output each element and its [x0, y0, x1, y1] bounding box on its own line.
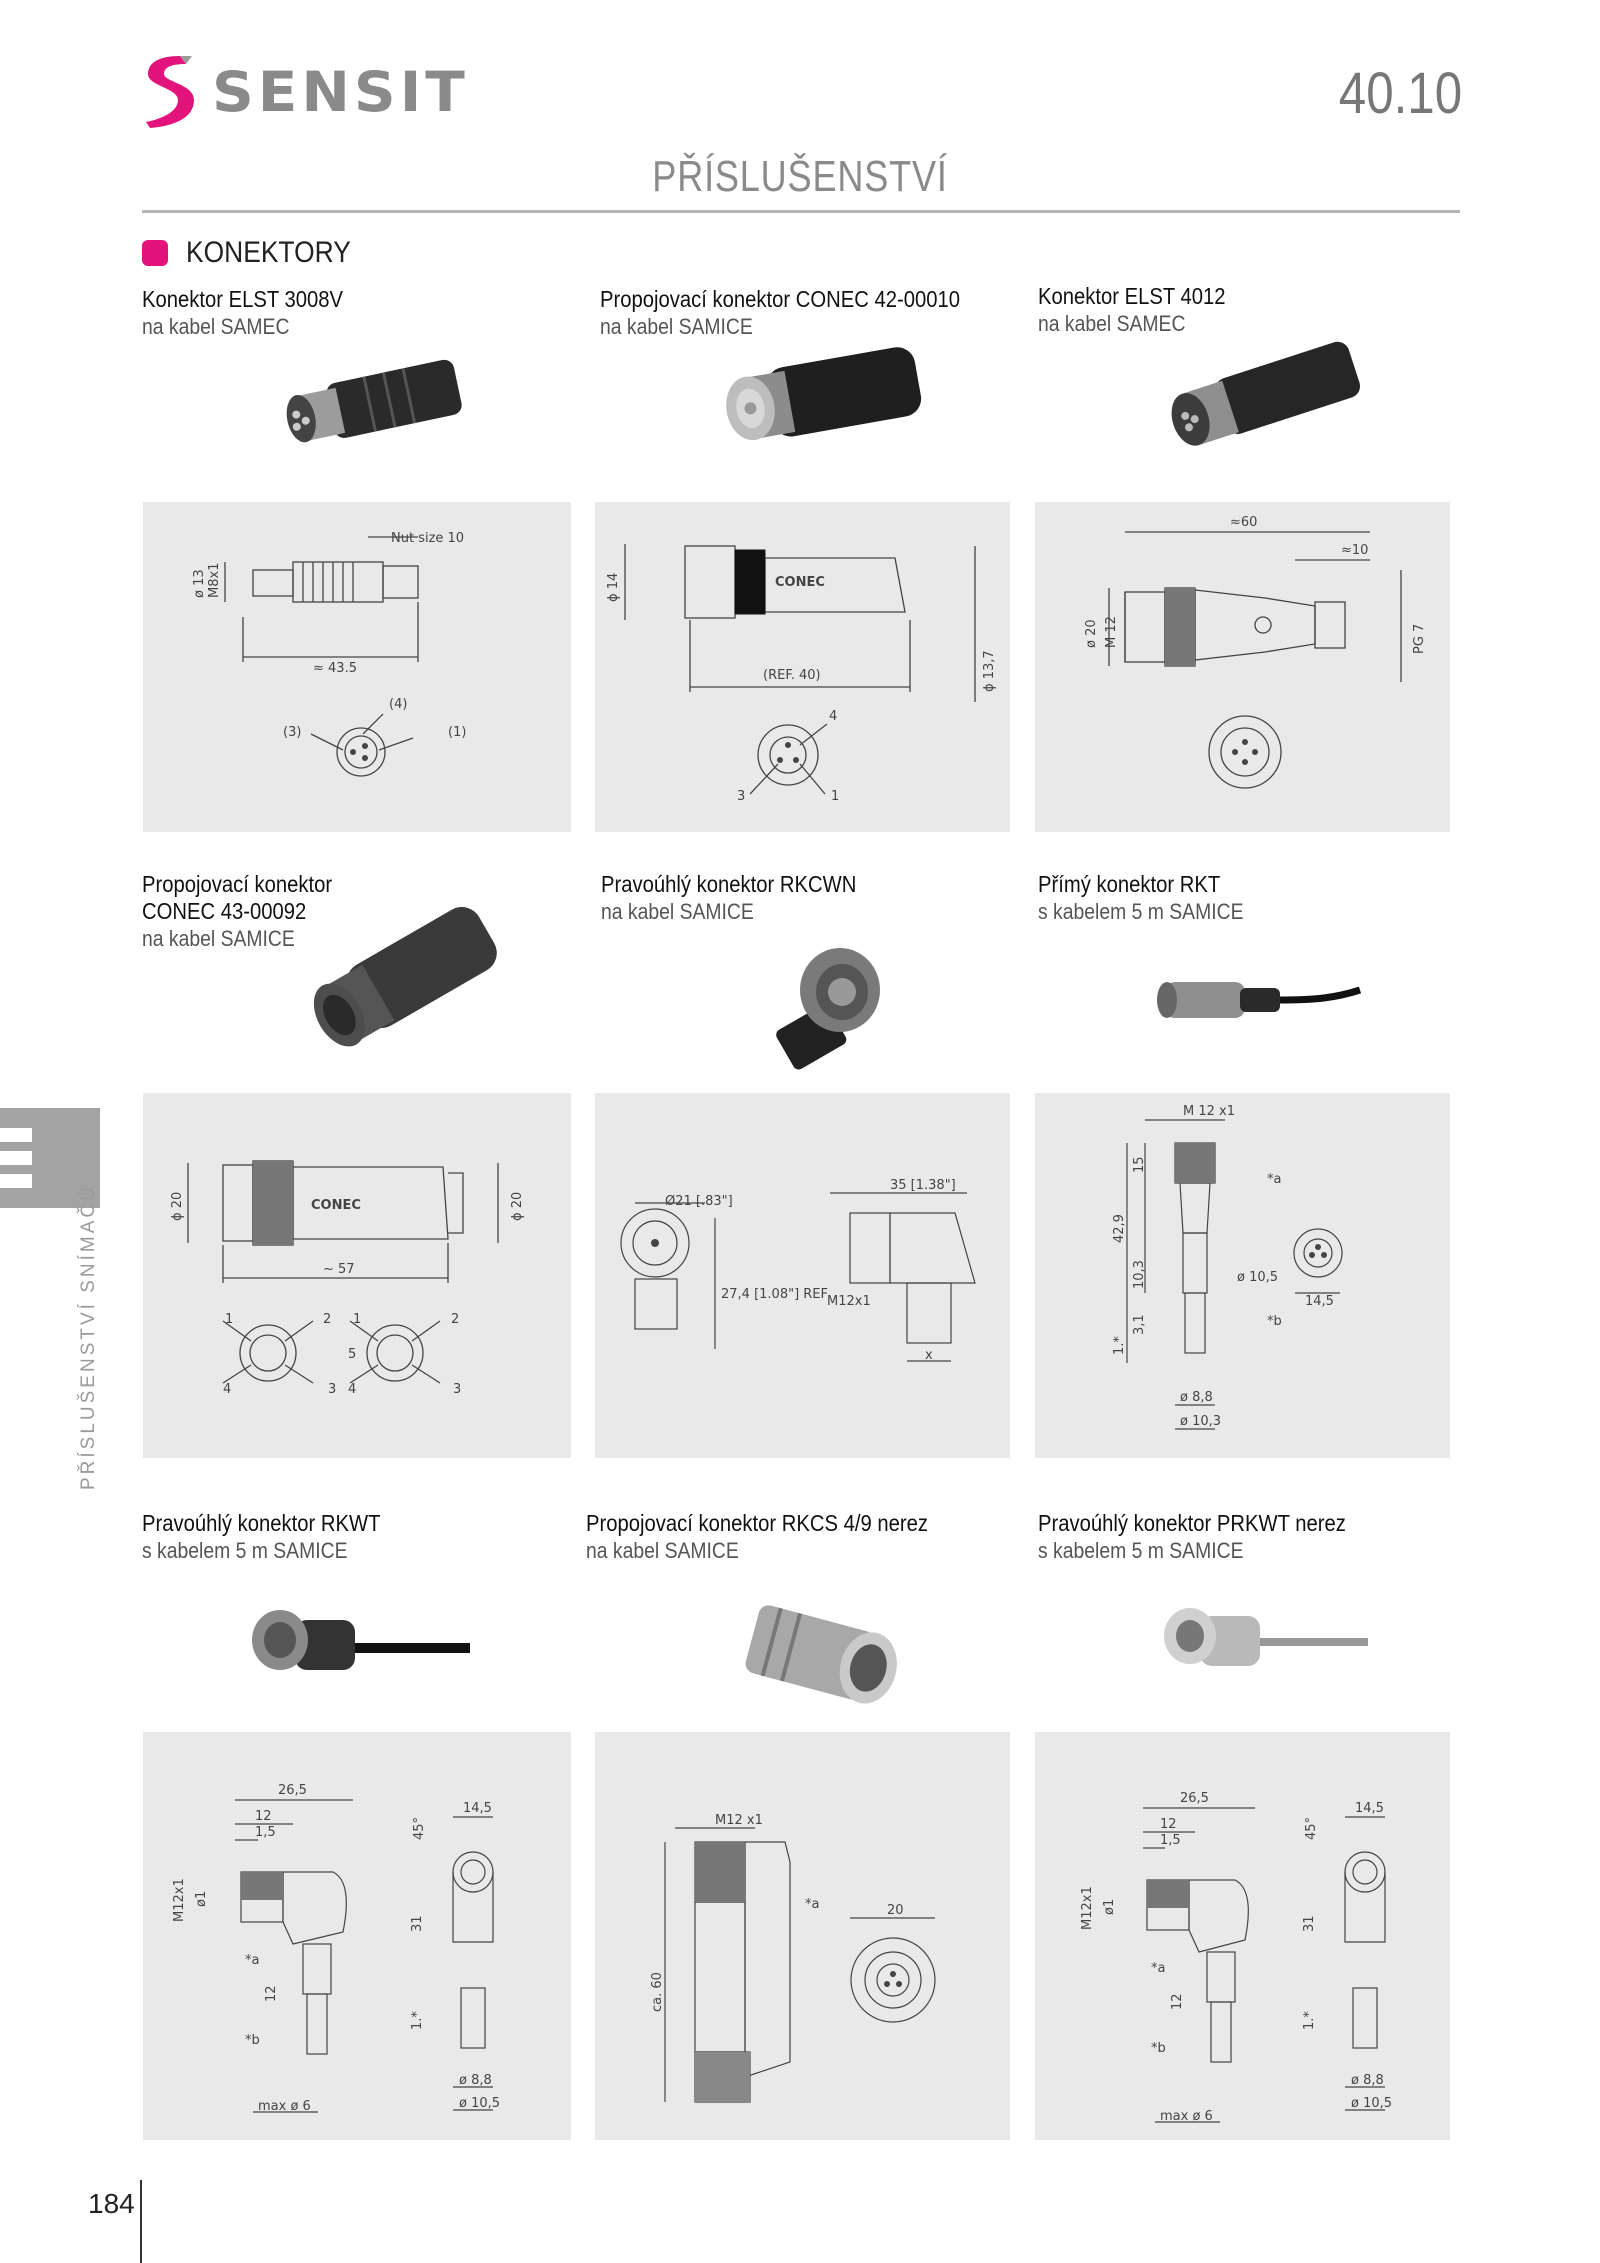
drawing-label: M12 x1	[715, 1813, 763, 1828]
drawing-label: 2	[451, 1312, 460, 1327]
drawing-label: CONEC	[775, 575, 825, 590]
drawing-label: ø 8,8	[459, 2073, 492, 2088]
drawing-label: M12x1	[1080, 1886, 1095, 1930]
drawing-label: 27,4 [1.08"] REF	[721, 1287, 829, 1302]
side-tab-bar	[0, 1151, 32, 1165]
product-9	[1038, 1510, 1388, 1564]
drawing-label: 1,5	[255, 1825, 276, 1840]
product-name: Pravoúhlý konektor PRKWT nerez	[1038, 1510, 1346, 1536]
product-subtitle: na kabel SAMICE	[586, 1538, 739, 1563]
drawing-label: ≈ 43.5	[313, 661, 357, 676]
product-name: Propojovací konektor CONEC 42-00010	[600, 286, 961, 312]
drawing-label: (1)	[448, 725, 467, 740]
drawing-label: ≈10	[1341, 543, 1369, 558]
drawing-label: *a	[245, 1953, 260, 1968]
drawing-label: ø1	[1102, 1898, 1117, 1915]
product-7	[142, 1510, 413, 1564]
drawing-label: max ø 6	[1160, 2109, 1213, 2124]
drawing-label: *a	[805, 1897, 820, 1912]
product-photo-elst-3008v	[260, 340, 490, 470]
drawing-label: x	[925, 1348, 933, 1363]
drawing-label: 4	[348, 1382, 357, 1397]
product-subtitle: na kabel SAMICE	[601, 899, 754, 924]
technical-drawing-prkwt	[1035, 1732, 1450, 2140]
drawing-label: 4	[223, 1382, 232, 1397]
product-photo-prkwt	[1150, 1590, 1370, 1700]
product-photo-rkwt	[235, 1590, 475, 1700]
brand-name: SENSIT	[212, 59, 469, 125]
drawing-label: 12	[255, 1809, 272, 1824]
product-photo-elst-4012	[1140, 330, 1380, 470]
drawing-label: 1.*	[410, 2011, 425, 2030]
drawing-label: (4)	[389, 697, 408, 712]
page-code: 40.10	[1338, 61, 1462, 126]
technical-drawing-elst-3008v	[143, 502, 571, 832]
product-name: Přímý konektor RKT	[1038, 871, 1221, 897]
product-name: Propojovací konektor	[142, 871, 333, 897]
drawing-label: 14,5	[1305, 1294, 1334, 1309]
drawing-label: ø 20	[1084, 619, 1099, 648]
drawing-label: 3	[328, 1382, 337, 1397]
drawing-label: 3	[737, 789, 746, 804]
title-divider	[142, 210, 1460, 213]
drawing-label: 1,5	[1160, 1833, 1181, 1848]
product-subtitle: na kabel SAMEC	[1038, 311, 1186, 336]
drawing-label: ~ 57	[323, 1262, 355, 1277]
product-name-line2: CONEC 43-00092	[142, 898, 307, 924]
drawing-label: M 12	[1104, 616, 1119, 648]
product-photo-rkt	[1145, 960, 1365, 1040]
drawing-label: ø 8,8	[1180, 1390, 1213, 1405]
drawing-label: 45°	[412, 1816, 427, 1840]
product-8	[586, 1510, 975, 1564]
drawing-label: ϕ 13,7	[982, 650, 997, 692]
drawing-label: M12x1	[827, 1294, 871, 1309]
drawing-label: 3	[453, 1382, 462, 1397]
drawing-label: ø 10,5	[1237, 1270, 1279, 1285]
category-label: KONEKTORY	[186, 236, 351, 269]
drawing-label: 20	[887, 1903, 904, 1918]
side-section-label: PŘÍSLUŠENSTVÍ SNÍMAČŮ	[78, 1184, 99, 1490]
page-number-divider	[140, 2180, 142, 2263]
category-bullet-icon	[142, 240, 168, 266]
drawing-label: 1	[225, 1312, 234, 1327]
technical-drawing-conec-43-00092	[143, 1093, 571, 1458]
drawing-label: 42,9	[1112, 1214, 1127, 1243]
drawing-label: max ø 6	[258, 2099, 311, 2114]
side-tab-bar	[0, 1128, 32, 1142]
drawing-label: 26,5	[278, 1783, 307, 1798]
drawing-label: 1.*	[1302, 2011, 1317, 2030]
product-photo-conec-43-00092	[290, 900, 510, 1060]
drawing-label: 14,5	[463, 1801, 492, 1816]
drawing-label: 1.*	[1112, 1336, 1127, 1355]
product-1	[142, 286, 370, 340]
drawing-label: ø 10,5	[1351, 2096, 1393, 2111]
product-name: Konektor ELST 4012	[1038, 283, 1226, 309]
drawing-label: Nut size 10	[391, 531, 465, 546]
technical-drawing-rkcs-4-9	[595, 1732, 1010, 2140]
drawing-label: 10,3	[1132, 1260, 1147, 1289]
drawing-label: 12	[1170, 1993, 1185, 2010]
drawing-label: 3,1	[1132, 1314, 1147, 1335]
drawing-label: *b	[1151, 2041, 1166, 2056]
drawing-label: ø 10,3	[1180, 1414, 1222, 1429]
drawing-label: 15	[1132, 1156, 1147, 1173]
drawing-label: ϕ 14	[606, 572, 621, 602]
product-photo-conec-42-00010	[700, 330, 930, 470]
drawing-label: *a	[1151, 1961, 1166, 1976]
technical-drawing-rkcwn	[595, 1093, 1010, 1458]
drawing-label: M 12 x1	[1183, 1104, 1235, 1119]
drawing-label: M12x1	[172, 1878, 187, 1922]
side-tab-bar	[0, 1174, 32, 1188]
category-heading	[142, 236, 373, 270]
drawing-label: ≈60	[1230, 515, 1258, 530]
drawing-label: (REF. 40)	[763, 668, 821, 683]
drawing-label: Ø21 [.83"]	[665, 1194, 733, 1209]
product-subtitle: s kabelem 5 m SAMICE	[1038, 899, 1244, 924]
drawing-label: M8x1	[207, 562, 222, 598]
drawing-label: 31	[410, 1915, 425, 1932]
drawing-label: 35 [1.38"]	[890, 1178, 956, 1193]
product-subtitle: na kabel SAMEC	[142, 314, 290, 339]
drawing-label: (3)	[283, 725, 302, 740]
product-subtitle: s kabelem 5 m SAMICE	[142, 1538, 348, 1563]
product-subtitle: s kabelem 5 m SAMICE	[1038, 1538, 1244, 1563]
drawing-label: 1	[831, 789, 840, 804]
drawing-label: ϕ 20	[510, 1191, 525, 1221]
product-name: Propojovací konektor RKCS 4/9 nerez	[586, 1510, 929, 1536]
technical-drawing-rkt	[1035, 1093, 1450, 1458]
product-photo-rkcs-4-9	[730, 1590, 910, 1720]
drawing-label: 31	[1302, 1915, 1317, 1932]
product-name: Pravoúhlý konektor RKWT	[142, 1510, 381, 1536]
section-title: PŘÍSLUŠENSTVÍ	[652, 152, 948, 201]
product-name: Pravoúhlý konektor RKCWN	[601, 871, 857, 897]
drawing-label: ϕ 20	[170, 1191, 185, 1221]
product-6	[1038, 871, 1272, 925]
drawing-label: *b	[245, 2033, 260, 2048]
drawing-label: 26,5	[1180, 1791, 1209, 1806]
drawing-label: ø 8,8	[1351, 2073, 1384, 2088]
technical-drawing-rkwt	[143, 1732, 571, 2140]
drawing-label: ø 10,5	[459, 2096, 501, 2111]
drawing-label: PG 7	[1412, 623, 1427, 654]
drawing-label: 1	[353, 1312, 362, 1327]
sensit-logo	[140, 52, 469, 132]
drawing-label: 14,5	[1355, 1801, 1384, 1816]
drawing-label: 4	[829, 709, 838, 724]
drawing-label: ø 13	[192, 569, 207, 598]
technical-drawing-elst-4012	[1035, 502, 1450, 832]
product-3	[1038, 283, 1251, 337]
drawing-label: 2	[323, 1312, 332, 1327]
drawing-label: 5	[348, 1347, 357, 1362]
product-subtitle: na kabel SAMICE	[600, 314, 753, 339]
product-name: Konektor ELST 3008V	[142, 286, 344, 312]
page-number: 184	[88, 2188, 135, 2219]
drawing-label: 45°	[1304, 1816, 1319, 1840]
drawing-label: *a	[1267, 1172, 1282, 1187]
sensit-logo-icon	[140, 52, 198, 132]
drawing-label: CONEC	[311, 1198, 361, 1213]
drawing-label: ø1	[194, 1890, 209, 1907]
product-subtitle: na kabel SAMICE	[142, 926, 295, 951]
drawing-label: ca. 60	[650, 1972, 665, 2012]
drawing-label: *b	[1267, 1314, 1282, 1329]
technical-drawing-conec-42-00010	[595, 502, 1010, 832]
drawing-label: 12	[264, 1985, 279, 2002]
product-5	[601, 871, 891, 925]
drawing-label: 12	[1160, 1817, 1177, 1832]
product-photo-rkcwn	[750, 935, 900, 1075]
